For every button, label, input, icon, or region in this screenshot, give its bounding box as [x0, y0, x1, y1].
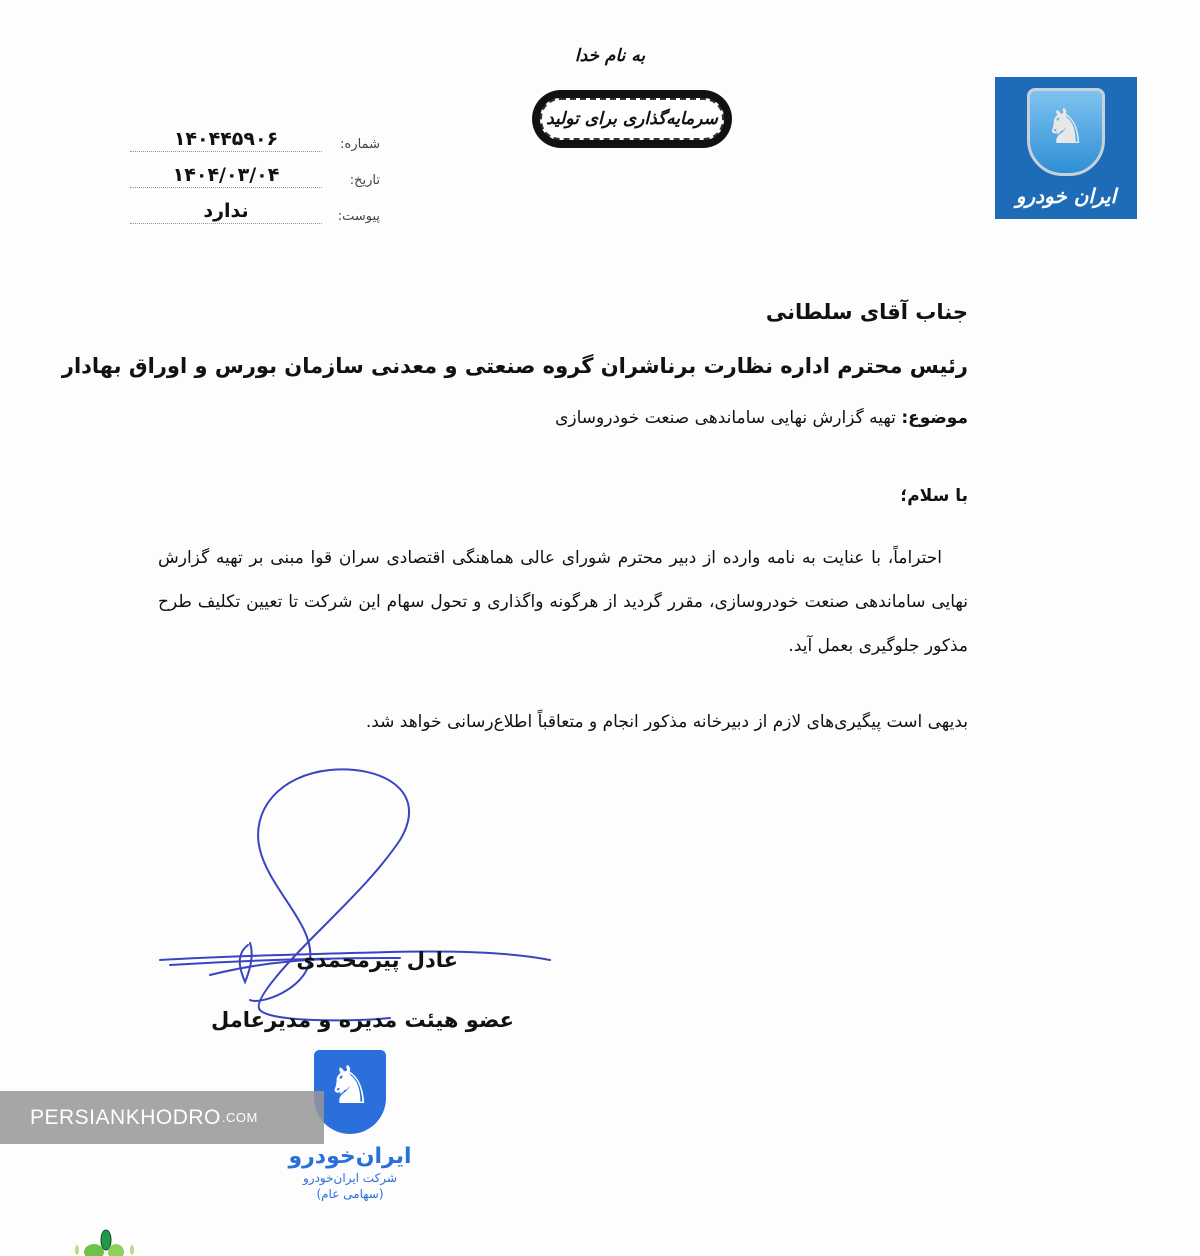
recipient-name: جناب آقای سلطانی: [765, 300, 968, 324]
watermark-main: PERSIANKHODRO: [30, 1105, 221, 1129]
signatory-name: عادل پیرمحمدی: [296, 948, 458, 972]
watermark-suffix: .COM: [221, 1110, 258, 1125]
signatory-title: عضو هیئت مدیره و مدیرعامل: [211, 1008, 514, 1032]
motto-text: سرمایه‌گذاری برای تولید: [540, 98, 724, 140]
letter-date-row: [130, 162, 380, 188]
attachment-label: پیوست:: [337, 209, 380, 224]
recipient-title: رئیس محترم اداره نظارت برناشران گروه صنعتی و معدنی سازمان بورس و اوراق بهادار: [61, 354, 968, 378]
paragraph-1-text: احتراماً، با عنایت به نامه وارده از دبیر محترم شورای عالی هماهنگی اقتصادی سران قوا مبنی بر تهیه گزارش نهایی ساماندهی صنعت خودروسازی، مقرر گردید از هرگونه واگذاری و تحول سهام این شرکت تا تعیین تکلیف طرح مذکور جلوگیری بعمل آید.: [158, 548, 968, 656]
attachment-value: ندارد: [130, 200, 322, 224]
site-watermark: [0, 1091, 324, 1144]
stamp-brand: ایران‌خودرو: [288, 1144, 412, 1169]
motto-banner: [532, 90, 732, 148]
greeting: با سلام؛: [900, 486, 968, 506]
letter-number-value: ۱۴۰۴۴۵۹۰۶: [130, 128, 322, 152]
leaf-logo-icon: [72, 1226, 136, 1256]
horse-shield-icon: [1027, 88, 1105, 176]
letter-date-label: تاریخ:: [349, 173, 380, 188]
letter-number-row: [130, 126, 380, 152]
body-paragraph-2: [158, 700, 968, 744]
logo-text: ایران خودرو: [1015, 184, 1117, 208]
horse-shield-icon: [314, 1050, 386, 1134]
subject-text: تهیه گزارش نهایی ساماندهی صنعت خودروسازی: [555, 408, 896, 428]
subject-label: موضوع:: [901, 408, 968, 428]
bismillah-heading: به نام خدا: [574, 46, 646, 66]
body-paragraph-1: [158, 536, 968, 668]
paragraph-2-text: بدیهی است پیگیری‌های لازم از دبیرخانه مذکور انجام و متعاقباً اطلاع‌رسانی خواهد شد.: [365, 712, 968, 732]
iran-khodro-logo: [995, 77, 1137, 219]
letter-number-label: شماره:: [340, 137, 380, 152]
stamp-type: (سهامی عام): [316, 1187, 384, 1201]
subject-line: [555, 408, 968, 428]
letter-date-value: ۱۴۰۴/۰۳/۰۴: [130, 164, 322, 188]
stamp-company: شرکت ایران‌خودرو: [303, 1171, 397, 1185]
attachment-row: [130, 198, 380, 224]
